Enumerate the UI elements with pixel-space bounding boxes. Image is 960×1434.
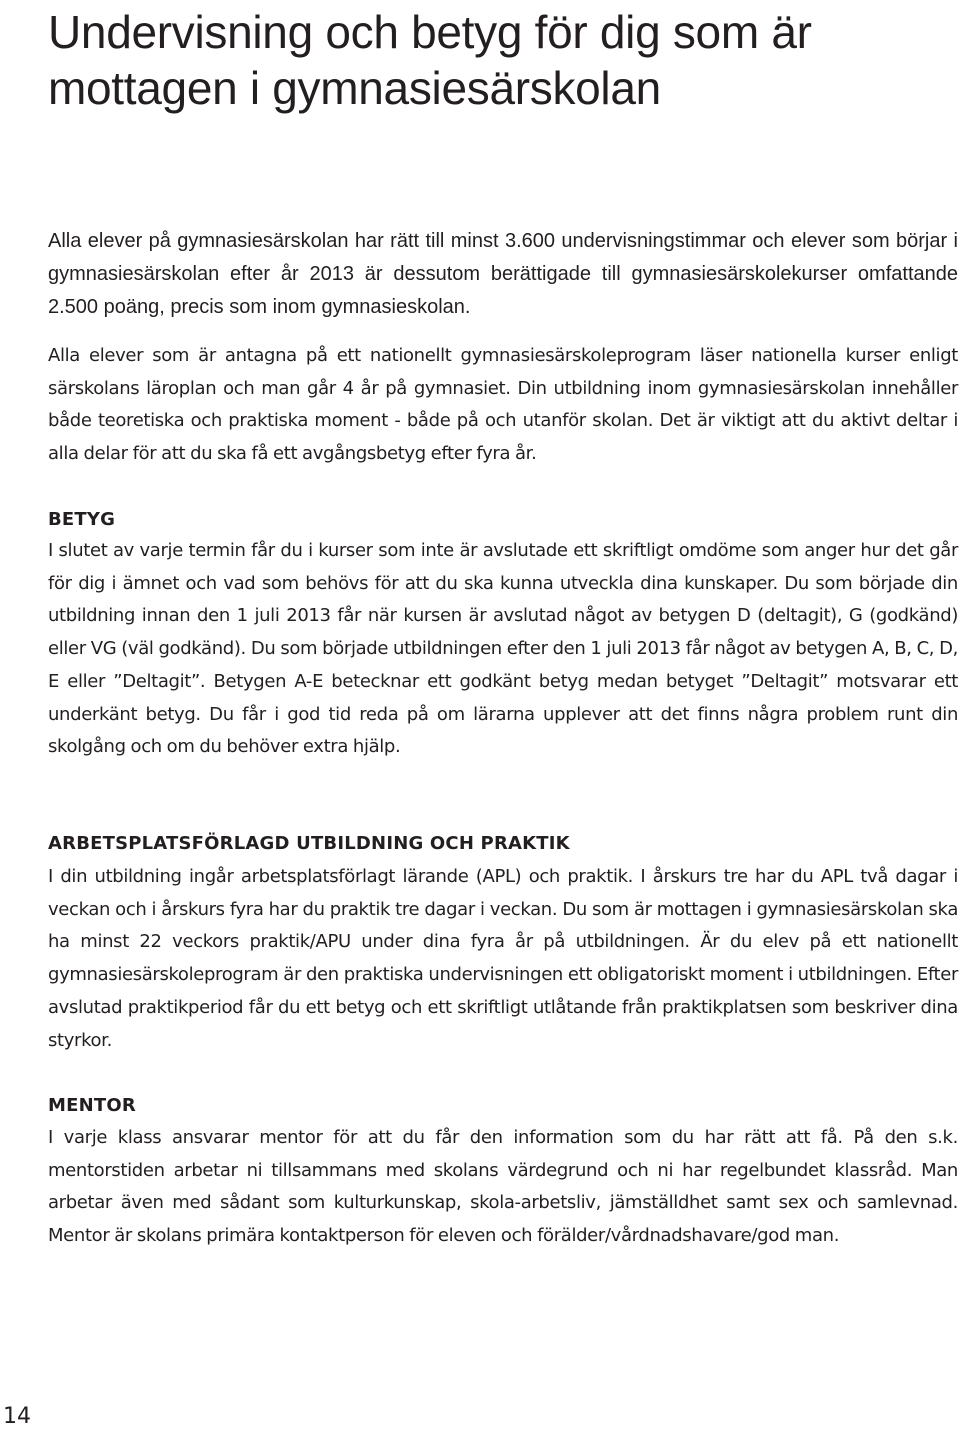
section-heading-betyg: BETYG [48,509,116,530]
page-title: Undervisning och betyg för dig som är mottagen i gymnasiesärskolan [48,6,812,114]
section-text-apl: I din utbildning ingår arbetsplatsförlagt lärande (APL) och praktik. I årskurs tre har du APL två dagar i veckan och i årskurs fyra har du praktik tre dagar i veckan. Du som är mottagen i gymnasiesärskolan ska ha minst 22 veckors praktik/APU under dina fyra år på utbildningen. Är du elev på ett nationellt gymnasiesärskoleprogram är den praktiska undervisningen ett obligatoriskt moment i utbildningen. Efter avslutad praktikperiod får du ett betyg och ett skriftligt utlåtande från praktikplatsen som beskriver dina styrkor. [48,866,958,1051]
intro-paragraph: Alla elever på gymnasiesärskolan har rätt till minst 3.600 undervisningstimmar och elever som börjar i gymnasiesärskolan efter år 2013 är dessutom berättigade till gymnasiesärskolekurser omfattande 2.500 poäng, precis som inom gymnasieskolan. [48,230,958,318]
program-paragraph: Alla elever som är antagna på ett nationellt gymnasiesärskoleprogram läser nationella kurser enligt särskolans läroplan och man går 4 år på gymnasiet. Din utbildning inom gymnasiesärskolan innehåller både teoretiska och praktiska moment - både på och utanför skolan. Det är viktigt att du aktivt deltar i alla delar för att du ska få ett avgångsbetyg efter fyra år. [48,345,958,465]
page-number: 14 [3,1404,31,1429]
section-heading-mentor: MENTOR [48,1095,136,1116]
section-heading-apl: ARBETSPLATSFÖRLAGD UTBILDNING OCH PRAKTIK [48,833,570,854]
section-text-betyg: I slutet av varje termin får du i kurser som inte är avslutade ett skriftligt omdöme som anger hur det går för dig i ämnet och vad som behövs för att du ska kunna utveckla dina kunskaper. Du som började din utbildning innan den 1 juli 2013 får när kursen är avslutad något av betygen D (deltagit), G (godkänd) eller VG (väl godkänd). Du som började utbildningen efter den 1 juli 2013 får något av betygen A, B, C, D, E eller ”Deltagit”. Betygen A-E betecknar ett godkänt betyg medan betyget ”Deltagit” motsvarar ett underkänt betyg. Du får i god tid reda på om lärarna upplever att det finns några problem runt din skolgång och om du behöver extra hjälp. [48,540,958,758]
section-text-mentor: I varje klass ansvarar mentor för att du får den information som du har rätt att få. På den s.k. mentorstiden arbetar ni tillsammans med skolans värdegrund och ni har regelbundet klassråd. Man arbetar även med sådant som kulturkunskap, skola-arbetsliv, jämställdhet samt sex och samlevnad. Mentor är skolans primära kontaktperson för eleven och förälder/​vårdnadshavare/god man. [48,1127,958,1247]
